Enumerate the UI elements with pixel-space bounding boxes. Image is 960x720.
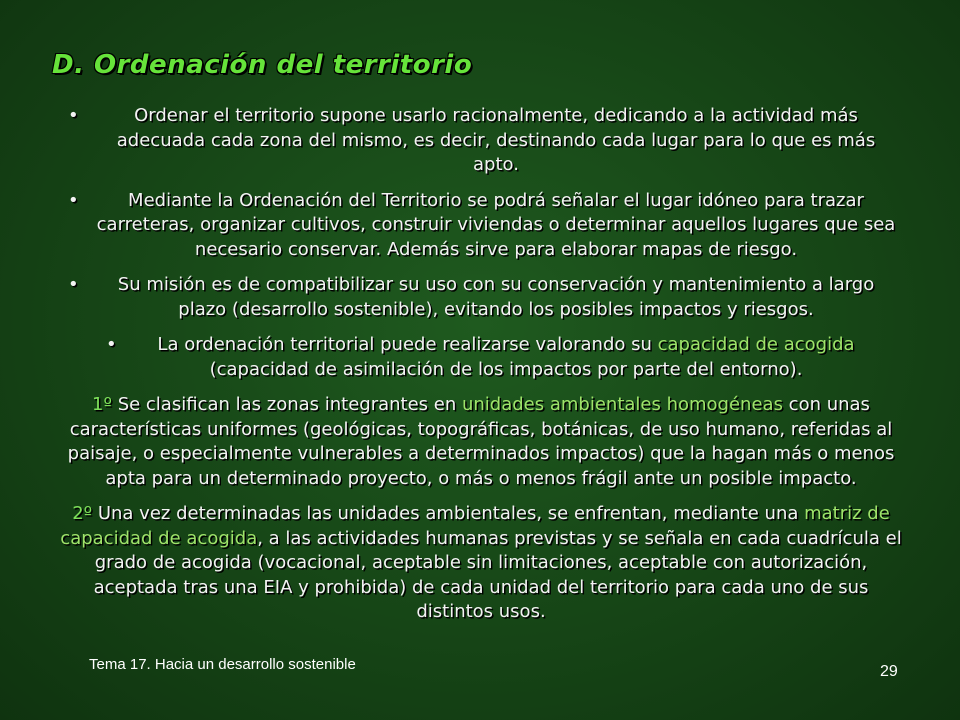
slide-title: D. Ordenación del territorio <box>52 50 473 80</box>
bullet-item <box>56 104 906 178</box>
capacity-highlight: capacidad de acogida <box>657 334 855 355</box>
bullet-text: Ordenar el territorio supone usarlo racionalmente, dedicando a la actividad más adecuada cada zona del mismo, es decir, destinando cada lugar para lo que es más apto. <box>116 105 876 175</box>
capacity-text-after: (capacidad de asimilación de los impactos por parte del entorno). <box>209 358 803 380</box>
step-2-highlight: matriz de capacidad de acogida <box>60 503 890 549</box>
bullet-dot: • <box>68 274 79 295</box>
step-1 <box>56 393 906 491</box>
step-2-text-before: Una vez determinadas las unidades ambientales, se enfrentan, mediante una <box>92 503 805 524</box>
bullet-dot: • <box>106 334 117 355</box>
bullet-text: Su misión es de compatibilizar su uso con su conservación y mantenimiento a largo plazo (desarrollo sostenible), evitando los posibles impactos y riesgos. <box>117 274 875 320</box>
bullet-text: Mediante la Ordenación del Territorio se podrá señalar el lugar idóneo para trazar carreteras, organizar cultivos, construir viviendas o determinar aquellos lugares que sea necesario conservar. Además sirve para elaborar mapas de riesgo. <box>96 189 896 260</box>
step-1-label: 1º <box>92 394 112 415</box>
step-1-text-after: con unas características uniformes (geológicas, topográficas, botánicas, de uso humano, referidas al paisaje, o especialmente vulnerables a determinados impactos) que la hagan más o menos apta para un determinado proyecto, o más o menos frágil ante un posible impacto. <box>67 394 895 489</box>
bullet-item-capacity <box>56 333 906 382</box>
bullet-item <box>56 273 906 322</box>
step-2 <box>56 502 906 625</box>
step-2-label: 2º <box>72 503 93 524</box>
footer-text: Tema 17. Hacia un desarrollo sostenible <box>89 656 356 673</box>
capacity-text-before: La ordenación territorial puede realizarse valorando su <box>157 334 658 355</box>
page-number: 29 <box>880 663 898 680</box>
bullet-dot: • <box>68 189 79 211</box>
step-2-text-after: , a las actividades humanas previstas y se señala en cada cuadrícula el grado de acogida (vocacional, aceptable sin limitaciones, aceptable con autorización, aceptada tras una EIA y prohibida) de cada unidad del territorio para cada uno de sus distintos usos. <box>93 527 902 622</box>
slide-body <box>56 104 906 636</box>
bullet-dot: • <box>68 105 79 126</box>
step-1-highlight: unidades ambientales homogéneas <box>461 394 783 415</box>
bullet-item <box>56 189 906 263</box>
step-1-text-before: Se clasifican las zonas integrantes en <box>111 394 462 415</box>
